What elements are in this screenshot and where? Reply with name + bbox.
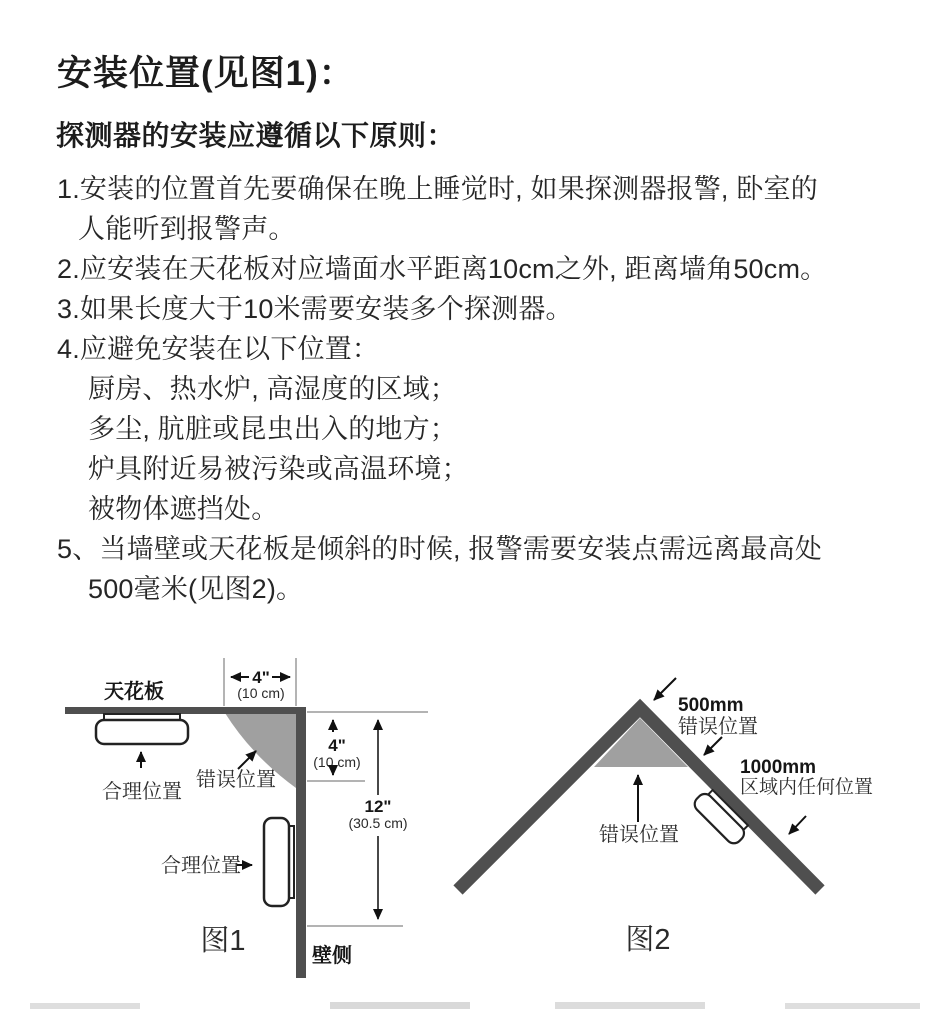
- figure-1: [65, 658, 428, 978]
- fig2-caption: 图2: [625, 924, 671, 956]
- arrow-to-upper-slope: [704, 737, 722, 755]
- principle-line-5b: 500毫米(见图2)。: [88, 574, 304, 604]
- fig2-peak-distance-label: 500mm: [678, 695, 744, 716]
- fig2-peak-wrong-position-label: 错误位置: [678, 716, 758, 738]
- svg-text:12": 12": [364, 797, 392, 816]
- principle-line-5: 5、当墙壁或天花板是倾斜的时候, 报警需要安装点需远离最高处: [57, 534, 823, 564]
- fig1-wall-detector: [264, 818, 294, 906]
- fig1-dim-wall: [307, 720, 408, 926]
- fig1-ceiling-detector: [96, 714, 188, 744]
- arrow-to-wrong-zone: [238, 751, 256, 769]
- svg-text:(10 cm): (10 cm): [313, 754, 361, 770]
- principle-line-1: 1.安装的位置首先要确保在晚上睡觉时, 如果探测器报警, 卧室的: [57, 174, 818, 204]
- fig2-wrong-position-label: 错误位置: [599, 824, 679, 846]
- fig1-ceiling-bar: [65, 707, 306, 714]
- fig2-zone-distance-label: 1000mm: [740, 757, 817, 778]
- fig1-wrong-position-label: 错误位置: [196, 769, 276, 791]
- principle-line-4: 4.应避免安装在以下位置：: [57, 334, 380, 364]
- fig2-zone-any-position-label: 区域内任何位置: [740, 777, 874, 798]
- principle-line-4b: 多尘, 肮脏或昆虫出入的地方；: [88, 414, 458, 444]
- principle-line-3: 3.如果长度大于10米需要安装多个探测器。: [57, 294, 573, 324]
- svg-text:4": 4": [252, 668, 270, 687]
- fig1-caption: 图1: [200, 925, 246, 957]
- bottom-edge-strip: [30, 1002, 920, 1009]
- page-title: 安装位置(见图1)：: [57, 54, 355, 93]
- fig1-good-position-wall-label: 合理位置: [161, 855, 241, 877]
- principle-line-2: 2.应安装在天花板对应墙面水平距离10cm之外, 距离墙角50cm。: [57, 254, 828, 284]
- arrow-to-peak: [654, 678, 676, 700]
- svg-text:4": 4": [328, 736, 346, 755]
- section-subtitle: 探测器的安装应遵循以下原则：: [56, 120, 456, 151]
- principle-line-4a: 厨房、热水炉, 高湿度的区域；: [88, 374, 458, 404]
- svg-text:(30.5 cm): (30.5 cm): [348, 815, 408, 831]
- fig1-dim-right: [307, 712, 428, 781]
- principle-line-4d: 被物体遮挡处。: [88, 494, 279, 524]
- fig1-wall-side-label: 壁侧: [312, 945, 352, 967]
- principles-list: [0, 169, 950, 609]
- fig1-dim-top: [224, 658, 296, 706]
- figures-canvas: [0, 640, 950, 1012]
- svg-text:(10 cm): (10 cm): [237, 685, 285, 701]
- fig1-good-position-ceiling-label: 合理位置: [102, 781, 182, 803]
- arrow-to-lower-slope: [789, 816, 806, 834]
- fig1-wall-bar: [296, 707, 306, 978]
- principle-line-1b: 人能听到报警声。: [78, 214, 296, 244]
- principle-line-4c: 炉具附近易被污染或高温环境；: [88, 454, 469, 484]
- figure-2: [458, 678, 873, 956]
- fig1-ceiling-label: 天花板: [104, 681, 164, 703]
